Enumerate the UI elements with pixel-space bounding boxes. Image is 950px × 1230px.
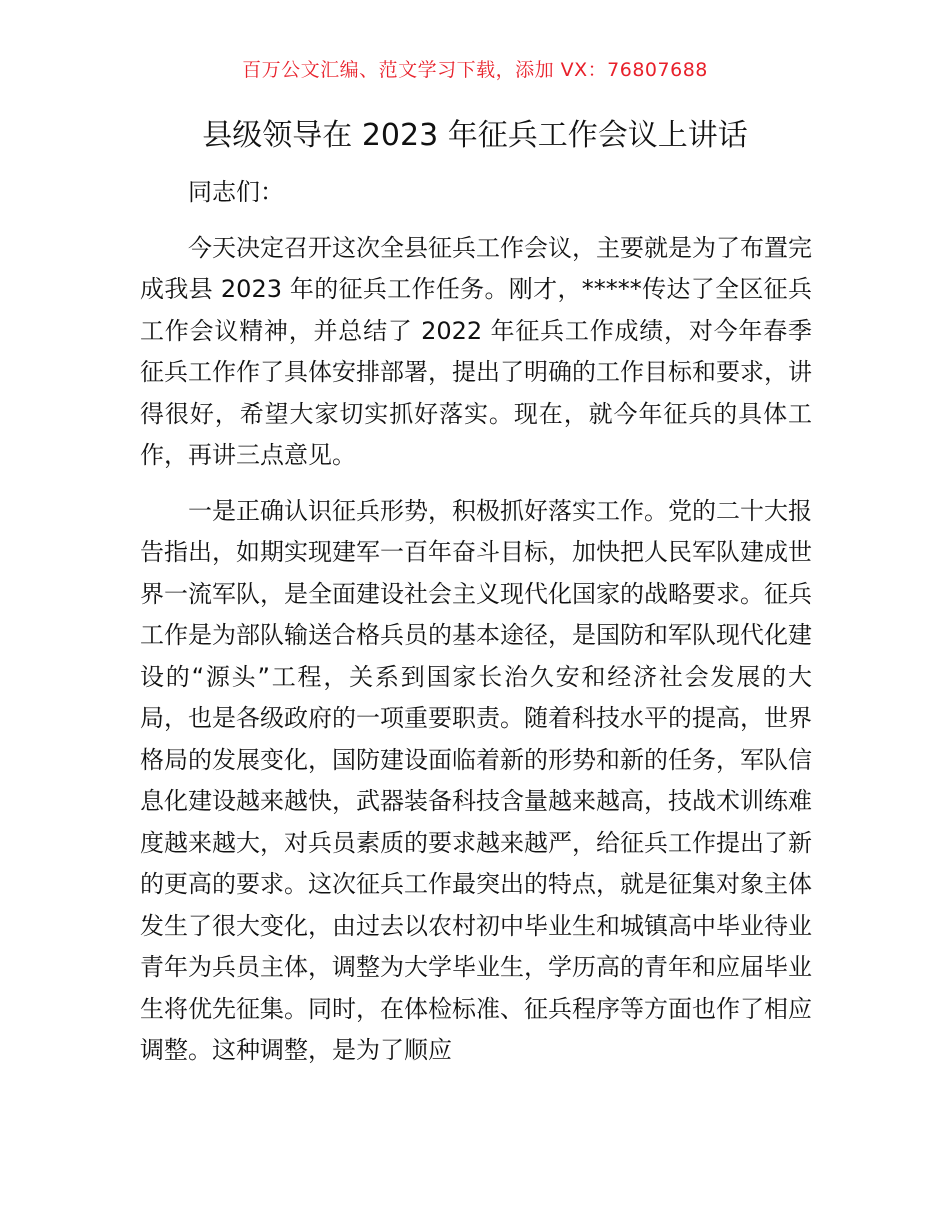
paragraph-intro: 今天决定召开这次全县征兵工作会议，主要就是为了布置完成我县 2023 年的征兵工作任务。刚才，*****传达了全区征兵工作会议精神，并总结了 2022 年征兵工作成绩，对今年春季征兵工作作了具体安排部署，提出了明确的工作目标和要求，讲得很好，希望大家切实抓好落实。现在，就今年征兵的具体工作，再讲三点意见。 [140,233,812,469]
document-title: 县级领导在 2023 年征兵工作会议上讲话 [202,118,748,153]
header-banner: 百万公文汇编、范文学习下载，添加 VX：76807688 [242,59,708,81]
paragraph-point-one: 一是正确认识征兵形势，积极抓好落实工作。党的二十大报告指出，如期实现建军一百年奋斗目标，加快把人民军队建成世界一流军队，是全面建设社会主义现代化国家的战略要求。征兵工作是为部队输送合格兵员的基本途径，是国防和军队现代化建设的“源头”工程，关系到国家长治久安和经济社会发展的大局，也是各级政府的一项重要职责。随着科技水平的提高，世界格局的发展变化，国防建设面临着新的形势和新的任务，军队信息化建设越来越快，武器装备科技含量越来越高，技战术训练难度越来越大，对兵员素质的要求越来越严，给征兵工作提出了新的更高的要求。这次征兵工作最突出的特点，就是征集对象主体发生了很大变化，由过去以农村初中毕业生和城镇高中毕业待业青年为兵员主体，调整为大学毕业生，学历高的青年和应届毕业生将优先征集。同时，在体检标准、征兵程序等方面也作了相应调整。这种调整，是为了顺应 [140,496,812,1064]
salutation: 同志们： [188,178,284,206]
document-body [140,172,812,1086]
